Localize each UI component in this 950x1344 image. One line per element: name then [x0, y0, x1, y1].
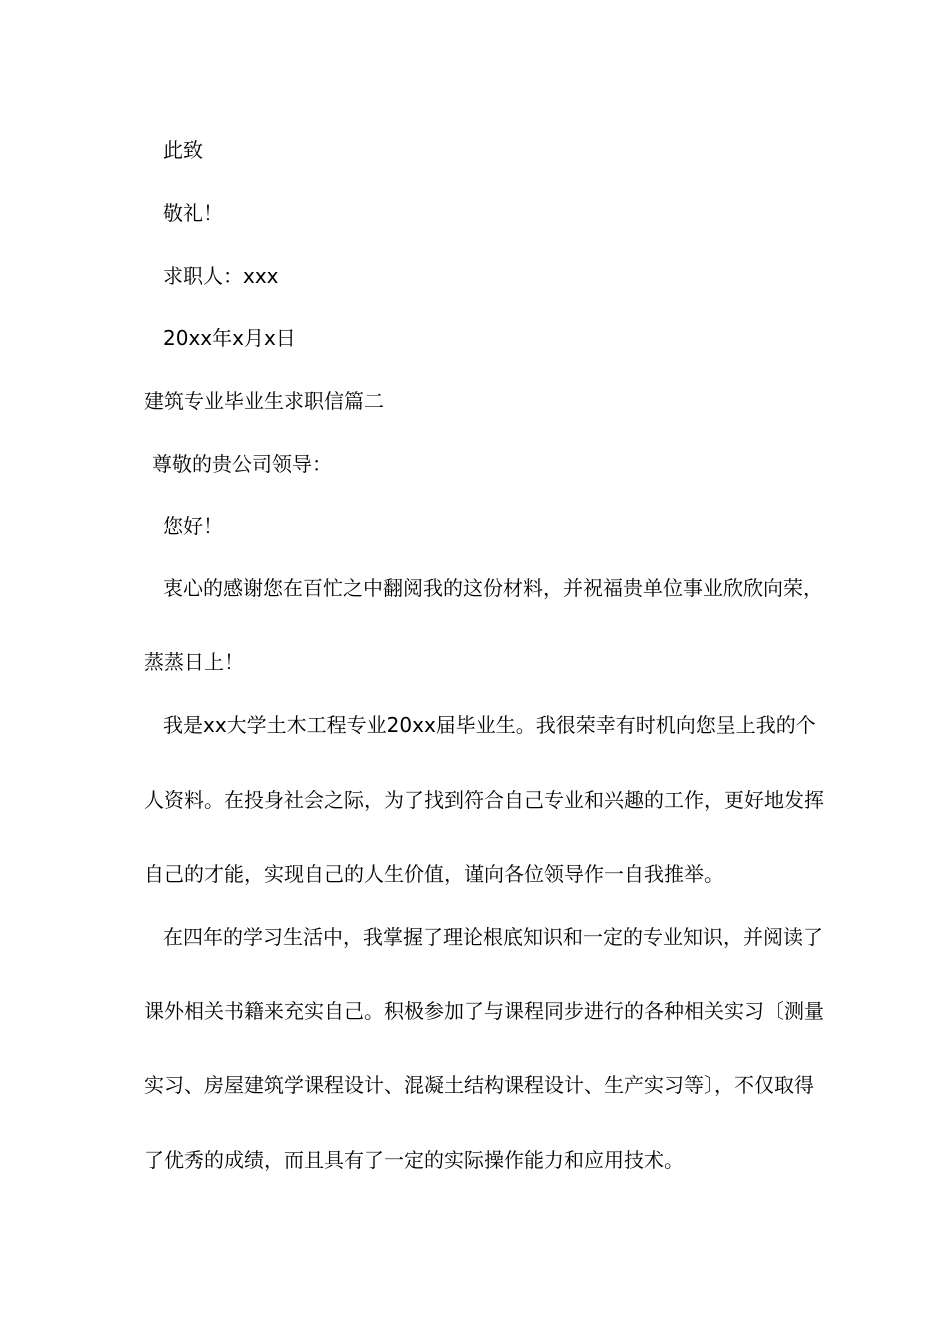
salutation: 尊敬的贵公司领导：	[152, 452, 332, 476]
section-title: 建筑专业毕业生求职信篇二	[144, 389, 384, 413]
paragraph-3-line-3: 实习、房屋建筑学课程设计、混凝土结构课程设计、生产实习等〕，不仅取得	[144, 1073, 814, 1097]
paragraph-2-line-2: 人资料。在投身社会之际，为了找到符合自己专业和兴趣的工作，更好地发挥	[144, 788, 824, 812]
paragraph-3-line-2: 课外相关书籍来充实自己。积极参加了与课程同步进行的各种相关实习〔测量	[144, 999, 824, 1023]
paragraph-1-line-1: 衷心的感谢您在百忙之中翻阅我的这份材料，并祝福贵单位事业欣欣向荣，	[163, 576, 823, 600]
paragraph-3-line-1: 在四年的学习生活中，我掌握了理论根底知识和一定的专业知识，并阅读了	[163, 925, 823, 949]
letter-date: 20xx年x月x日	[163, 326, 296, 350]
paragraph-2-line-3: 自己的才能，实现自己的人生价值，谨向各位领导作一自我推举。	[144, 862, 724, 886]
applicant-signature: 求职人：xxx	[163, 264, 279, 288]
paragraph-1-line-2: 蒸蒸日上！	[144, 650, 244, 674]
greeting: 您好！	[163, 514, 223, 538]
closing-jing-li: 敬礼！	[163, 201, 223, 225]
paragraph-3-line-4: 了优秀的成绩，而且具有了一定的实际操作能力和应用技术。	[144, 1148, 684, 1172]
paragraph-2-line-1: 我是xx大学土木工程专业20xx届毕业生。我很荣幸有时机向您呈上我的个	[163, 713, 816, 737]
closing-ci-zhi: 此致	[163, 138, 203, 162]
